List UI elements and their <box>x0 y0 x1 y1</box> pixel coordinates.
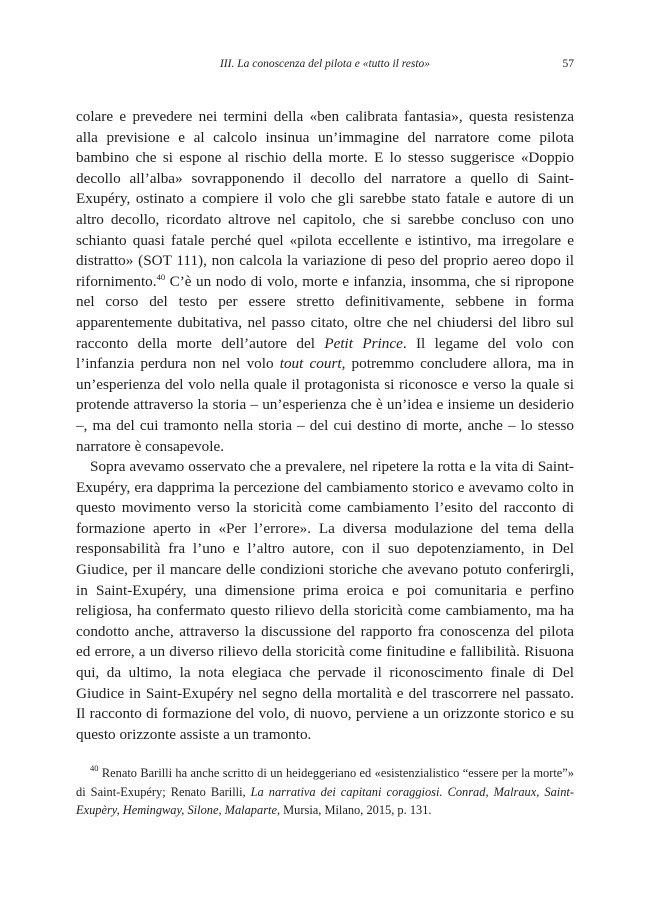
paragraph-1 <box>76 107 574 457</box>
footnotes <box>76 764 574 820</box>
paragraph-1-text-b: C’è un nodo di volo, morte e infanzia, insomma, che si ripropone nel corso del testo per essere stretto definitivamente, sebbene in forma apparentemente dubitativa, nel passo citato, oltre che nel chiudersi del libro sul racconto della morte dell’autore del <box>76 272 574 352</box>
footnote-text-b: , Mursia, Milano, 2015, p. 131. <box>276 803 432 818</box>
running-title: III. La conoscenza del pilota e «tutto il resto» <box>219 58 431 70</box>
footnote-book-title: La narrativa dei capitani coraggiosi. Conrad, Malraux, Saint-Exupèry, Hemingway, Silone, Malaparte <box>76 784 574 818</box>
body-text <box>76 107 574 745</box>
footnote-40 <box>76 764 574 820</box>
phrase-tout-court: tout court <box>279 355 342 373</box>
paragraph-1-text-d: , potremmo concludere allora, ma in un’esperienza del volo nella quale il protagonista si riconosce e verso la quale si protende attraverso la storia – un’esperienza che è un’idea e insieme un desiderio –, ma del cui tramonto nella storia – del cui destino di morte, anche – lo stesso narratore è consapevole. <box>76 355 575 455</box>
footnote-number: 40 <box>90 763 99 773</box>
paragraph-2: Sopra avevamo osservato che a prevalere, nel ripetere la rotta e la vita di Saint-Exupéry, era dapprima la percezione del cambiamento storico e avevamo colto in questo movimento verso la storicità come cambiamento l’esito del racconto di formazione aperto in «Per l’errore». La diversa modulazione del tema della responsabilità fra l’uno e l’altro autore, con il suo depotenziamento, in Del Giudice, per il mancare delle condizioni storiche che avevano potuto conferirgli, in Saint-Exupéry, una dimensione prima eroica e poi comunitaria e perfino religiosa, ha confermato questo rilievo della storicità come cambiamento, ma ha condotto anche, attraverso la discussione del rapporto fra conoscenza del pilota ed errore, a un diverso rilievo della storicità come finitudine e fallibilità. Risuona qui, da ultimo, la nota elegiaca che pervade il riconoscimento finale di Del Giudice in Saint-Exupéry nel segno della mortalità e del trascorrere nel passato. Il racconto di formazione del volo, di nuovo, perviene a un orizzonte storico e su questo orizzonte assiste a un tramonto. <box>76 458 574 743</box>
running-head <box>76 55 574 73</box>
page-number: 57 <box>562 58 574 70</box>
paragraph-1-text-c: . Il legame del volo con l’infanzia perdura non nel volo <box>76 334 574 373</box>
footnote-reference: 40 <box>156 271 166 282</box>
footnote-text-a: Renato Barilli ha anche scritto di un heideggeriano ed «esistenzialistico “essere per la morte”» di Saint-Exupéry; Renato Barilli, <box>76 766 574 799</box>
paragraph-1-text-a: colare e prevedere nei termini della «ben calibrata fantasia», questa resistenza alla previsione e al calcolo insinua un’immagine del narratore come pilota bambino che si espone al rischio della morte. E lo stesso suggerisce «Doppio decollo all’alba» sovrapponendo il decollo del narratore a quello di Saint-Exupéry, ostinato a compiere il volo che gli sarebbe stato fatale e autore di un altro decollo, ricordato altrove nel capitolo, che si sarebbe concluso con uno schianto quasi fatale perché quel «pilota eccellente e istintivo, ma irregolare e distratto» (SOT 111), non calcola la variazione di peso del proprio aereo dopo il rifornimento. <box>76 108 574 290</box>
work-title-petit-prince: Petit Prince <box>324 334 403 352</box>
